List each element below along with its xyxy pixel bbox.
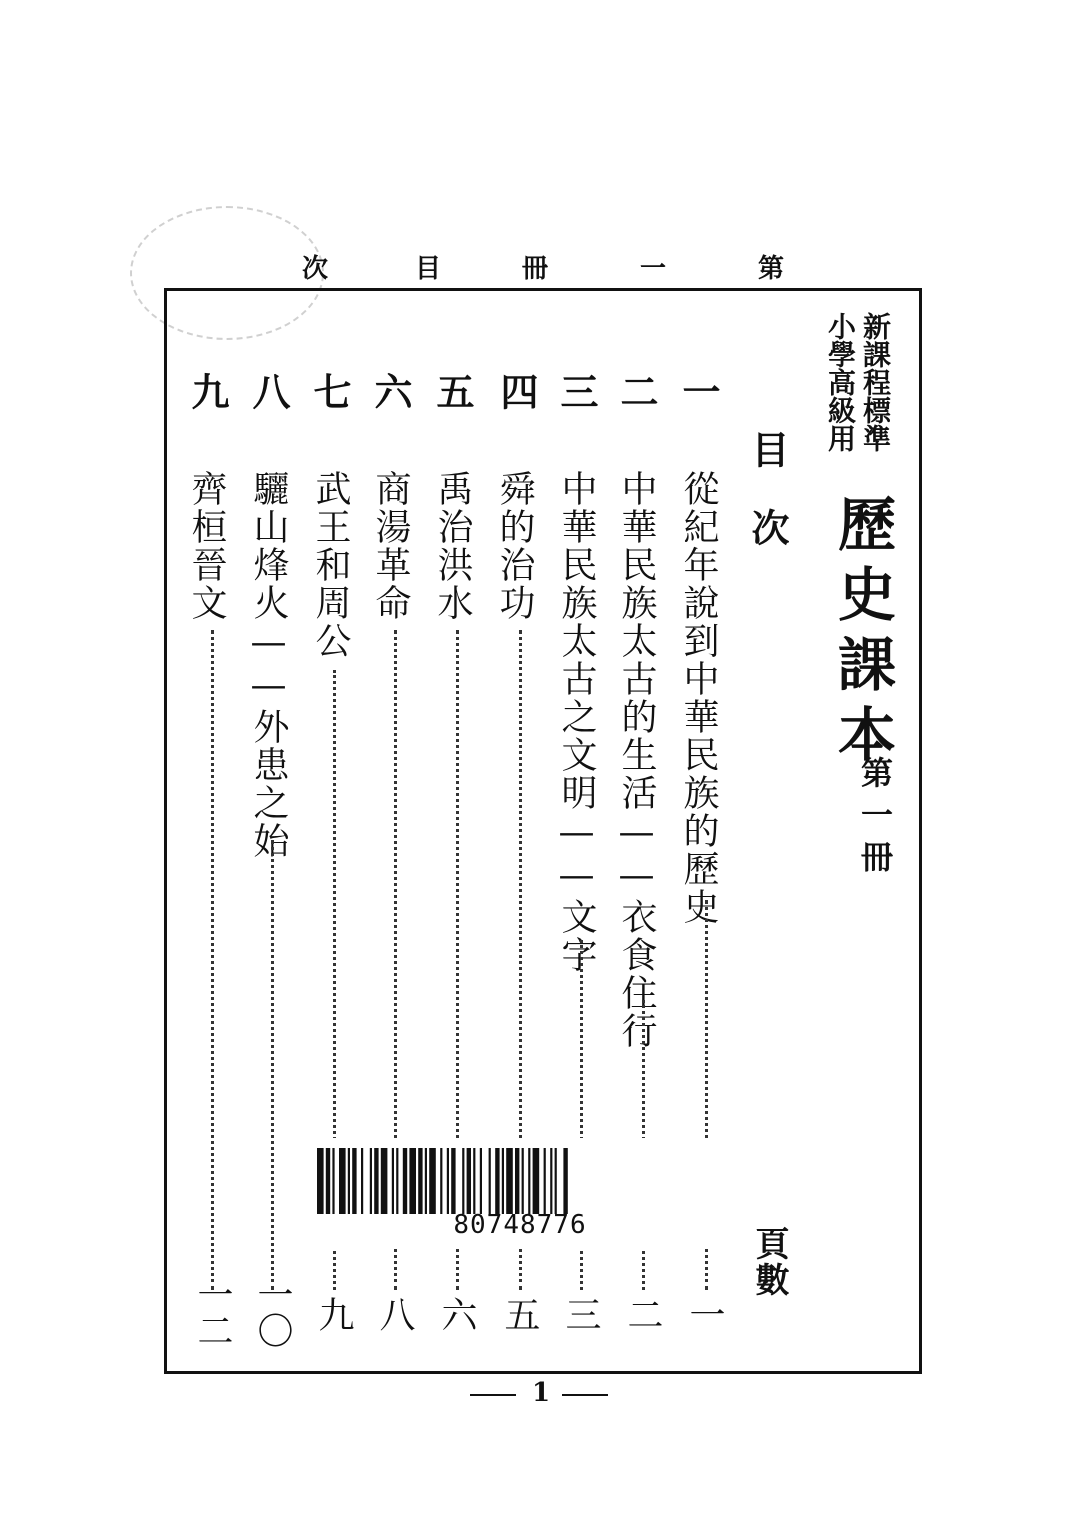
header-char: 一: [640, 254, 667, 284]
lesson-page-number: 三: [560, 1296, 601, 1332]
lesson-title: 商湯革命: [370, 470, 411, 622]
lesson-title: 武王和周公: [310, 470, 351, 660]
lesson-number: 五: [430, 372, 475, 410]
barcode-sticker: [305, 1138, 735, 1248]
lesson-number: 七: [307, 372, 352, 410]
lesson-title: 禹治洪水: [432, 470, 473, 622]
volume-label: 第一冊: [856, 756, 894, 882]
lesson-number: 四: [494, 372, 539, 410]
running-header: [300, 248, 800, 288]
lesson-page-number: 八: [374, 1296, 415, 1332]
lesson-page-number: 九: [313, 1296, 354, 1332]
lesson-title: 舜的治功: [494, 470, 535, 622]
lesson-number: 六: [368, 372, 413, 410]
lesson-title: 中華民族太古的生活——衣食住行: [616, 470, 657, 1050]
header-char: 第: [758, 254, 785, 284]
toc-heading: 目次: [745, 430, 790, 586]
pages-heading: 頁數: [749, 1226, 789, 1298]
header-char: 次: [302, 254, 329, 284]
lesson-page-number: 一: [684, 1296, 725, 1332]
subtitle-col2: 小學高級用: [824, 312, 857, 452]
header-char: 目: [415, 254, 442, 284]
lesson-number: 三: [554, 372, 599, 410]
footer-rule: [562, 1394, 608, 1396]
lesson-page-number: 五: [499, 1296, 540, 1332]
footer-rule: [470, 1394, 516, 1396]
dot-leader: [271, 840, 274, 1290]
lesson-number: 九: [185, 372, 230, 410]
footer: [470, 1380, 616, 1410]
lesson-title: 從紀年說到中華民族的歷史: [678, 470, 719, 926]
header-char: 冊: [522, 254, 549, 284]
lesson-page-number: 二: [622, 1296, 663, 1332]
dot-leader: [211, 630, 214, 1290]
barcode-number: 80748776: [453, 1210, 587, 1240]
subtitle-col1: 新課程標準: [859, 312, 892, 452]
lesson-number: 一: [676, 372, 721, 410]
lesson-title: 驪山烽火——外患之始: [248, 470, 289, 860]
book-title: 歷史課本: [828, 494, 896, 774]
lesson-title: 齊桓晉文: [186, 470, 227, 622]
barcode-icon: [317, 1148, 723, 1214]
lesson-title: 中華民族太古之文明——文字: [556, 470, 597, 974]
lesson-number: 二: [614, 372, 659, 410]
lesson-page-number: 一〇: [252, 1276, 293, 1348]
lesson-page-number: 一二: [192, 1276, 233, 1348]
page-number: 1: [532, 1378, 551, 1408]
lesson-page-number: 六: [436, 1296, 477, 1332]
lesson-number: 八: [246, 372, 291, 410]
